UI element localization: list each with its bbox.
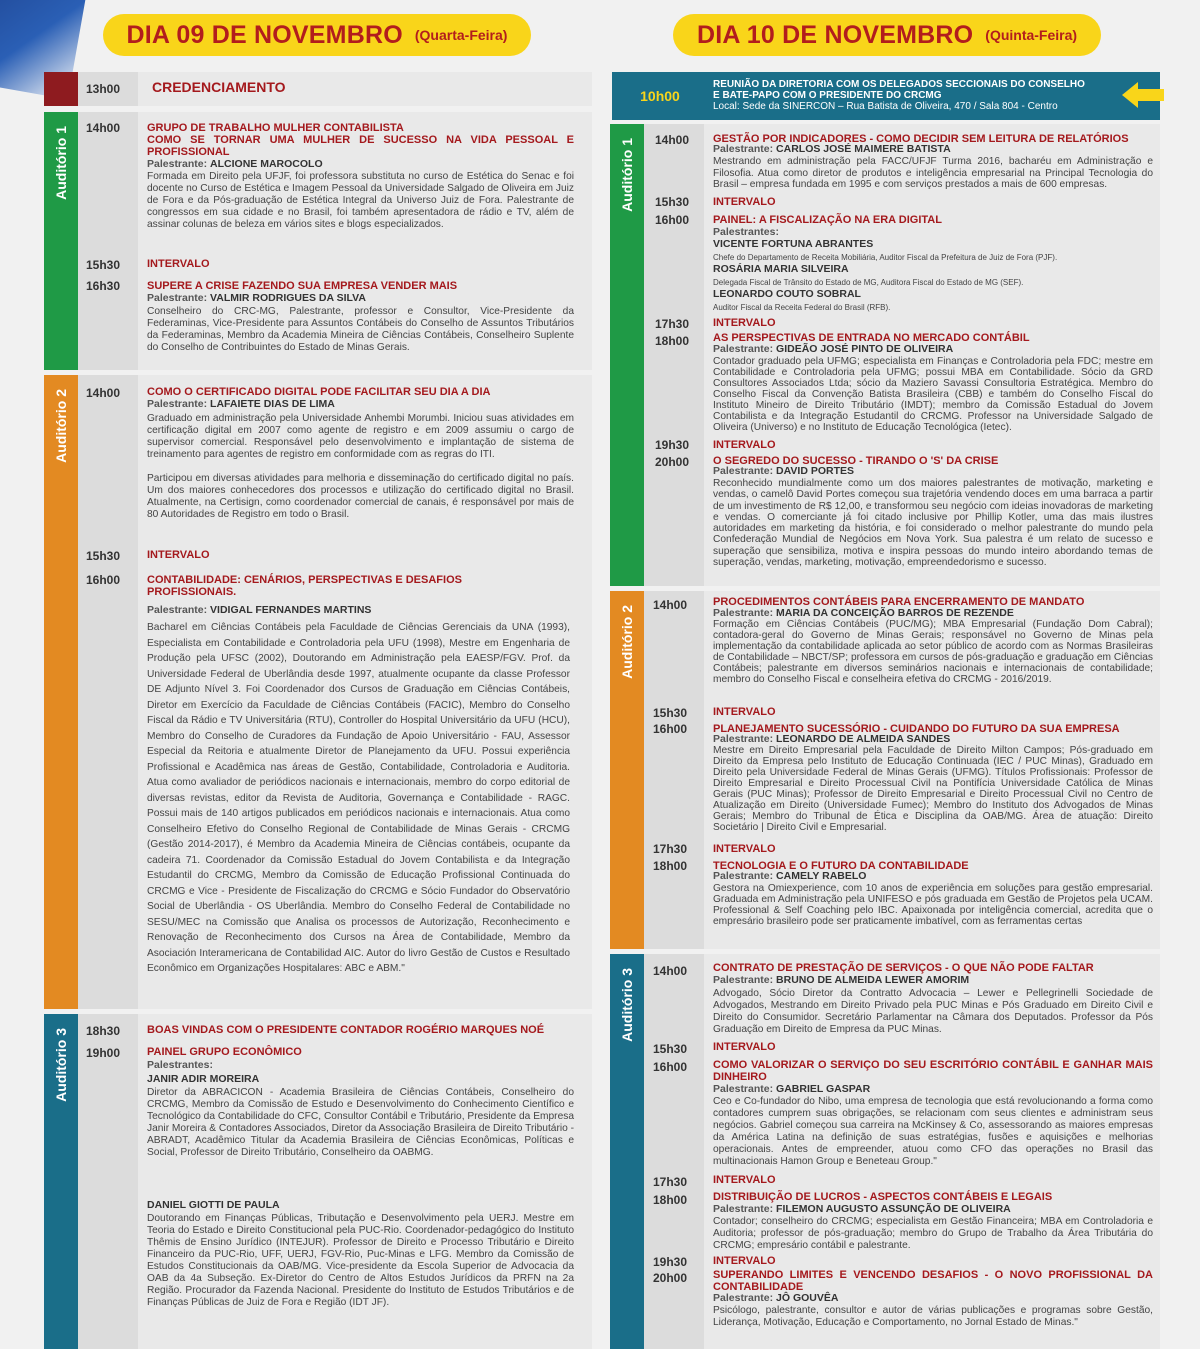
session-title: CONTRATO DE PRESTAÇÃO DE SERVIÇOS - O QUE NÃO PODE FALTAR — [713, 962, 1094, 974]
speaker-bio: Bacharel em Ciências Contábeis pela Faculdade de Ciências Gerenciais da UNA (1993), Especialista em Contabilidade e Controladoria pela UFU (1998), Mestre em Engenharia de Produção pela UFSC (2002), Doutorando em Administração pela EAESP/FGV. Prof. da Universidade Federal de Uberlândia desde 1997, atualmente ocupante da classe Professor DE Adjunto Nível 3. Foi Coordenador dos Cursos de Graduação em Ciências Contábeis, Diretor em Exercício da Faculdade de Ciências Contábeis (FACIC), Membro do Conselho Fiscal da Rádio e TV Universitária (RTU), Controller do Hospital Universitário da UFU (HCU), Membro do Conselho de Curadores da Fundação de Apoio Universitário - FAU, Assessor Especial da Reitoria e atualmente Diretor de Planejamento da UFU. Possui experiência Profissional e Acadêmica nas áreas de Gestão, Contabilidade, Controladoria e Auditoria. Atua como avaliador de periódicos nacionais e internacionais, membro do corpo editorial de diversas revistas, editor da Revista de Auditoria, Governança e Contabilidade - RAGC. Possui mais de 140 artigos publicados em periódicos nacionais e internacionais. Atua como Conselheiro Efetivo do Conselho Regional de Contabilidade de Minas Gerais - CRCMG (Gestão 2014-2017), é Membro da Academia Mineira de Ciências contábeis, ocupante da cadeira 71. Coordenador da Comissão Estadual do Jovem Contabilista e da Integração Estudantil do CRCMG, Membro da Comissão de Educação Profissional Continuada do CRCMG e Vice - Presidente de Fiscalização do CRCMG e Sócio Fundador do Observatório Social de Uberlândia - OS Uberlândia. Membro do Conselho Federal de Contabilidade no SESU/MEC na Comissão que Analisa os processos de Autorização, Reconhecimento e Renovação de Reconhecimento dos Cursos na Área de Contabilidade, Membro da Asociación Interamericana de Contabilidad AIC. Autor do livro Gestão de Custos e Resultado Econômico em Organizações Hospitalares: ABC e ABM." — [147, 622, 570, 974]
speaker: Palestrante: VALMIR RODRIGUES DA SILVA — [147, 292, 366, 304]
time-label: 15h30 — [86, 258, 121, 272]
break-label: INTERVALO — [713, 1255, 776, 1267]
speaker-bio: Ceo e Co-fundador do Nibo, uma empresa de tecnologia que está revolucionando a forma como contadores cumprem suas obrigações, se relacionam com seus clientes e administram seus negócios. Gabriel começou sua carreira na McKinsey & Co, assessorando as maiores empresas da América Latina na definição de suas estratégias, fusões e aquisições e melhorias operacionais. Antes de empreender, atuou como CFO das operações no Brasil das multinacionais Hamon Group e Beneteau Group." — [713, 1096, 1153, 1167]
speaker: Palestrante: LAFAIETE DIAS DE LIMA — [147, 398, 335, 410]
break-label: INTERVALO — [713, 1174, 776, 1186]
time-label: 16h30 — [86, 279, 121, 293]
speaker: Palestrante: GABRIEL GASPAR — [713, 1083, 871, 1095]
reuniao-text: REUNIÃO DA DIRETORIA COM OS DELEGADOS SECCIONAIS DO CONSELHO E BATE-PAPO COM O PRESIDENTE DO CRCMG Local: Sede da SINERCON – Rua Batista de Oliveira, 470 / Sala 804 - Centro — [713, 79, 1085, 112]
speaker: Palestrante: MARIA DA CONCEIÇÃO BARROS DE REZENDE — [713, 607, 1014, 619]
break-label: INTERVALO — [713, 1041, 776, 1053]
time-label: 17h30 — [655, 317, 690, 331]
break-label: INTERVALO — [713, 439, 776, 451]
session-title: CONTABILIDADE: CENÁRIOS, PERSPECTIVAS E DESAFIOS PROFISSIONAIS. — [147, 574, 462, 598]
speaker: ROSÁRIA MARIA SILVEIRA — [713, 263, 849, 275]
speaker: JANIR ADIR MOREIRA — [147, 1073, 260, 1085]
speakers-label: Palestrantes: — [713, 226, 779, 238]
auditorium-label: Auditório 1 — [619, 138, 635, 212]
time-label: 14h00 — [86, 121, 121, 135]
day-weekday: (Quinta-Feira) — [985, 27, 1078, 43]
auditorium-label: Auditório 3 — [53, 1028, 69, 1102]
speaker-bio: Formada em Direito pela UFJF, foi professora substituta no curso de Estética do Senac e foi docente no Curso de Estética e Imagem Pessoal da Universidade Salgado de Oliveira em Juiz de Fora e da Pós-graduação de Estética Integral da Universo Juiz de Fora. Palestrante de congressos em sua cidade e no Brasil, foi também apresentadora de rádio e TV, além de assinar colunas de beleza em vários sites e blogs especializados. — [147, 171, 574, 230]
reuniao-banner — [612, 72, 1160, 120]
auditorium-label: Auditório 2 — [53, 389, 69, 463]
auditorio-2-day1 — [44, 375, 592, 1009]
speaker: VICENTE FORTUNA ABRANTES — [713, 238, 874, 250]
time-label: 10h00 — [640, 88, 680, 104]
time-label: 16h00 — [86, 573, 121, 587]
speaker: Palestrante: ALCIONE MAROCOLO — [147, 158, 323, 170]
break-label: INTERVALO — [713, 196, 776, 208]
time-label: 13h00 — [86, 82, 121, 96]
credenciamento-row — [44, 72, 592, 106]
time-label: 19h30 — [655, 438, 690, 452]
speaker: LEONARDO COUTO SOBRAL — [713, 288, 861, 300]
time-label: 18h00 — [653, 859, 688, 873]
time-label: 14h00 — [86, 386, 121, 400]
speaker-bio: Doutorando em Finanças Públicas, Tributação e Desenvolvimento pela UERJ. Mestre em Teoria do Estado e Direito Constitucional pela PUC-Rio. Coordenador-pedagógico do Instituto Thêmis de Ensino Jurídico (INTEJUR). Professor de Direito e Processo Tributário e Direito Financeiro da PUC-Rio, UFF, UERJ, FGV-Rio, Puc-Minas e LFG. Membro da Comissão de Estudos Constitucionais da OAB/MG. Vice-presidente da Escola Superior de Advocacia da OAB da 4a Subseção. Ex-Diretor do Centro de Altos Estudos Jurídicos da PRFN na 2a Região. Procurador da Fazenda Nacional. Presidente do Instituto de Estudos Tributários e de Finanças Públicas de Juiz de Fora e Região (IDT JF). — [147, 1213, 574, 1308]
session-title: CREDENCIAMENTO — [152, 79, 286, 95]
time-label: 19h30 — [653, 1255, 688, 1269]
break-label: INTERVALO — [147, 549, 210, 561]
session-title: PROCEDIMENTOS CONTÁBEIS PARA ENCERRAMENTO DE MANDATO — [713, 596, 1085, 608]
speaker-bio: Mestrando em administração pela FACC/UFJF Turma 2016, bacharéu em Administração e Filosofia. Atua como diretor de produtos e inteligência empresarial na Principal Tecnologia do Brasil – empresa fundada em 1995 e com serviços prestados a mais de 600 empresas. — [713, 156, 1153, 190]
speaker-bio: Contador; conselheiro do CRCMG; especialista em Gestão Financeira; MBA em Controladoria e Auditoria; professor de pós-graduação; membro do Grupo de Trabalho da Área Tributária do CRCMG; empresário contábil e palestrante. — [713, 1216, 1153, 1251]
session-title: TECNOLOGIA E O FUTURO DA CONTABILIDADE — [713, 860, 969, 872]
break-label: INTERVALO — [147, 258, 210, 270]
speaker: Palestrante: CARLOS JOSÉ MAIMERE BATISTA — [713, 143, 951, 155]
auditorio-3-day2 — [610, 954, 1160, 1349]
speaker: Palestrante: FILEMON AUGUSTO ASSUNÇÃO DE OLIVEIRA — [713, 1203, 1011, 1215]
speaker-bio: Reconhecido mundialmente como um dos maiores palestrantes de motivação, marketing e vendas, o camelô David Portes começou sua trajetória vendendo doces em uma barraca a partir de um investimento de R$ 12,00, e transformou seu negócio com ideias inovadoras de marketing e vendas. O comerciante já foi citado inclusive por Phillip Kotler, uma das mais ilustres autoridades em marketing da história, e foi considerado o melhor palestrante do mundo pela Confederação Mundial de Negócios em Nova York. Sua palestra é um relato de sucesso e superação que sensibiliza, motiva e inspira pessoas do mundo inteiro abordando temas de superação, vendas, marketing, motivação, empreendedorismo e sucesso. — [713, 478, 1153, 569]
session-title: BOAS VINDAS COM O PRESIDENTE CONTADOR ROGÉRIO MARQUES NOÉ — [147, 1024, 545, 1036]
auditorio-2-day2 — [610, 591, 1160, 949]
day-title: DIA 09 DE NOVEMBRO — [126, 20, 403, 49]
time-label: 15h30 — [653, 1042, 688, 1056]
time-label: 15h30 — [655, 195, 690, 209]
speaker: DANIEL GIOTTI DE PAULA — [147, 1199, 280, 1211]
auditorio-1-day1 — [44, 112, 592, 370]
speaker-bio: Auditor Fiscal da Receita Federal do Brasil (RFB). — [713, 303, 891, 312]
auditorium-label: Auditório 3 — [619, 968, 635, 1042]
time-label: 16h00 — [655, 213, 690, 227]
speaker-bio: Delegada Fiscal de Trânsito do Estado de MG, Auditora Fiscal do Estado de MG (SEF). — [713, 278, 1024, 287]
session-title: PAINEL GRUPO ECONÔMICO — [147, 1046, 302, 1058]
time-label: 14h00 — [653, 964, 688, 978]
speaker: Palestrante: GIDEÃO JOSÉ PINTO DE OLIVEIRA — [713, 343, 954, 355]
credenciamento-marker — [44, 72, 78, 106]
time-label: 18h30 — [86, 1024, 121, 1038]
speaker-bio: Chefe do Departamento de Receita Mobiliária, Auditor Fiscal da Prefeitura de Juiz de Fora (PJF). — [713, 253, 1058, 262]
auditorium-label: Auditório 1 — [53, 126, 69, 200]
day-header-09 — [103, 14, 531, 56]
auditorio-3-day1 — [44, 1014, 592, 1349]
session-title: AS PERSPECTIVAS DE ENTRADA NO MERCADO CONTÁBIL — [713, 332, 1030, 344]
speaker-bio: Mestre em Direito Empresarial pela Faculdade de Direito Milton Campos; Pós-graduado em Direito da Empresa pelo Instituto de Educação Continuada (IEC / PUC Minas), Graduado em Direito pela Universidade Federal de Minas Gerais (UFMG). Títulos Profissionais: Professor de Direito Empresarial e Direito Processual Civil na Pontifícia Universidade Católica de Minas Gerais (PUC Minas); Professor de Direito Empresarial e Direito Processual Civil no Centro de Atualização em Direito (Universidade Fumec); Membro do Instituto dos Advogados de Minas Gerais; Membro do Tribunal de Ética e Disciplina da OAB/MG. Área de atuação: Direito Societário | Direito Civil e Empresarial. — [713, 745, 1153, 833]
speaker-bio: Advogado, Sócio Diretor da Contratto Advocacia – Lewer e Pellegrinelli Sociedade de Advogados, Mestrando em Direito Privado pela PUC Minas e Pós Graduado em Direito Civil e Direito do Consumidor. Secretário Parlamentar na Câmara dos Deputados. Professor da Pós Graduação em Direito de Empresa da PUC Minas. — [713, 988, 1153, 1035]
time-label: 14h00 — [653, 598, 688, 612]
session-title: O SEGREDO DO SUCESSO - TIRANDO O 'S' DA CRISE — [713, 455, 999, 467]
speaker-bio: Gestora na Omiexperience, com 10 anos de experiência em soluções para gestão empresarial. Graduada em Administração pela UNIFESO e pós graduada em Gestão de Projetos pela UCAM. Professional & Self Coaching pelo IBC. Apaixonada por inteligência comercial, acredita que o empresário brasileiro pode ser praticamente imbatível, com as ferramentas certas — [713, 883, 1153, 927]
time-label: 16h00 — [653, 722, 688, 736]
speaker: Palestrante: VIDIGAL FERNANDES MARTINS — [147, 604, 372, 616]
day-header-10 — [673, 14, 1101, 56]
arrow-left-icon — [1122, 82, 1164, 108]
time-label: 20h00 — [653, 1271, 688, 1285]
speaker-bio: Contador graduado pela UFMG; especialista em Finanças e Controladoria pela FDC; mestre em Contabilidade e Controladoria pela UFMG; possui MBA em Contabilidade. Sócio da GRD Consultores Associados Ltda; sócio da Maziero Savassi Consultoria Estratégica. Membro do Conselho Fiscal da Convenção Batista Brasileira (CBB) e também do Conselho Fiscal do Instituto Mineiro de Direito Tributário (IMDT); membro da Comissão Estadual do Jovem Contabilista e da Integração Estudantil do CRCMG. Professor na Universidade Salgado de Oliveira (Universo) e no Instituto de Educação Tecnológica (Ietec). — [713, 356, 1153, 433]
time-label: 16h00 — [653, 1060, 688, 1074]
session-title: COMO O CERTIFICADO DIGITAL PODE FACILITAR SEU DIA A DIA — [147, 386, 491, 398]
day-weekday: (Quarta-Feira) — [414, 27, 508, 43]
session-title: GESTÃO POR INDICADORES - COMO DECIDIR SEM LEITURA DE RELATÓRIOS — [713, 133, 1129, 145]
speakers-label: Palestrantes: — [147, 1059, 213, 1071]
session-title: SUPERANDO LIMITES E VENCENDO DESAFIOS - O NOVO PROFISSIONAL DA CONTABILIDADE — [713, 1269, 1153, 1293]
session-title: PAINEL: A FISCALIZAÇÃO NA ERA DIGITAL — [713, 214, 942, 226]
speaker-bio: Psicólogo, palestrante, consultor e autor de várias publicações e programas sobre Gestão, Liderança, Motivação, Educação e Comportamento, no Jornal Estado de Minas." — [713, 1305, 1153, 1328]
speaker-bio: Diretor da ABRACICON - Academia Brasileira de Ciências Contábeis, Conselheiro do CRCMG, Membro da Comissão de Estudo e Desenvolvimento do Conhecimento Científico e Tecnológico da Contabilidade do CFC, Consultor Contábil e Tributário, Presidente da Empresa Janir Moreira & Contadores Associados, Diretor da Associação Brasileira de Direito Tributário - ABRADT, Acadêmico Titular da Academia Brasileira de Ciências Econômicas, Políticas e Social, Professor de Direito Tributário, Conselheiro da OABMG. — [147, 1087, 574, 1158]
session-title: COMO SE TORNAR UMA MULHER DE SUCESSO NA VIDA PESSOAL E PROFISSIONAL — [147, 134, 574, 158]
speaker: Palestrante: LEONARDO DE ALMEIDA SANDES — [713, 733, 951, 745]
speaker-bio: Formação em Ciências Contábeis (PUC/MG); MBA Empresarial (Fundação Dom Cabral); contadora-geral do Governo de Minas Gerais; responsável no Governo de Minas pela implementação da contabilidade aplicada ao setor público de acordo com as Normas Brasileiras de Contabilidade – NBCT/SP; professora em cursos de pós-graduação e graduação em Ciências Contábeis; palestrante em diversos seminários nacionais e internacionais de contabilidade; membro do Conselho Fiscal e conselheira efetiva do CRCMG - 2016/2019. — [713, 619, 1153, 685]
time-label: 20h00 — [655, 455, 690, 469]
break-label: INTERVALO — [713, 706, 776, 718]
time-label: 17h30 — [653, 1175, 688, 1189]
session-title: GRUPO DE TRABALHO MULHER CONTABILISTA — [147, 122, 404, 134]
speaker: Palestrante: CAMELY RABELO — [713, 870, 867, 882]
speaker-bio: Conselheiro do CRC-MG, Palestrante, professor e Consultor, Vice-Presidente da Federaminas, Vice-Presidente para Assuntos Contábeis do Conselho de Assuntos Tributários da Federaminas, Membro da Academia Mineira de Ciências Contábeis, Conselheiro Suplente do Conselho de Contribuintes do Estado de Minas Gerais. — [147, 306, 574, 353]
day-title: DIA 10 DE NOVEMBRO — [696, 20, 974, 49]
time-label: 18h00 — [655, 334, 690, 348]
break-label: INTERVALO — [713, 317, 776, 329]
time-label: 14h00 — [655, 133, 690, 147]
speaker: Palestrante: BRUNO DE ALMEIDA LEWER AMORIM — [713, 974, 970, 986]
break-label: INTERVALO — [713, 843, 776, 855]
session-title: PLANEJAMENTO SUCESSÓRIO - CUIDANDO DO FUTURO DA SUA EMPRESA — [713, 723, 1120, 735]
auditorium-label: Auditório 2 — [619, 605, 635, 679]
time-label: 17h30 — [653, 842, 688, 856]
time-label: 15h30 — [86, 549, 121, 563]
speaker: Palestrante: JÔ GOUVÊA — [713, 1292, 839, 1304]
session-title: SUPERE A CRISE FAZENDO SUA EMPRESA VENDER MAIS — [147, 280, 458, 292]
time-label: 15h30 — [653, 706, 688, 720]
time-label: 19h00 — [86, 1046, 121, 1060]
speaker-bio: Graduado em administração pela Universidade Anhembi Morumbi. Iniciou suas atividades em certificação digital em 2007 como agente de registro e em 2009 assumiu o cargo de supervisor comercial. Responsável pelo desenvolvimento e implantação de sistema de treinamento para agentes de registro em conformidade com as regras do ITI. — [147, 413, 574, 460]
speaker-bio: Participou em diversas atividades para melhoria e disseminação do certificado digital no país. Um dos maiores conhecedores dos processos e utilização do certificado digital no Brasil. Atualmente, na Certisign, como coordenador comercial de canais, é responsável por mais de 80 Autoridades de Registro em todo o Brasil. — [147, 473, 574, 520]
session-title: DISTRIBUIÇÃO DE LUCROS - ASPECTOS CONTÁBEIS E LEGAIS — [713, 1191, 1053, 1203]
speaker: Palestrante: DAVID PORTES — [713, 465, 855, 477]
session-title: COMO VALORIZAR O SERVIÇO DO SEU ESCRITÓRIO CONTÁBIL E GANHAR MAIS DINHEIRO — [713, 1059, 1153, 1083]
time-label: 18h00 — [653, 1193, 688, 1207]
auditorio-1-day2 — [610, 124, 1160, 586]
